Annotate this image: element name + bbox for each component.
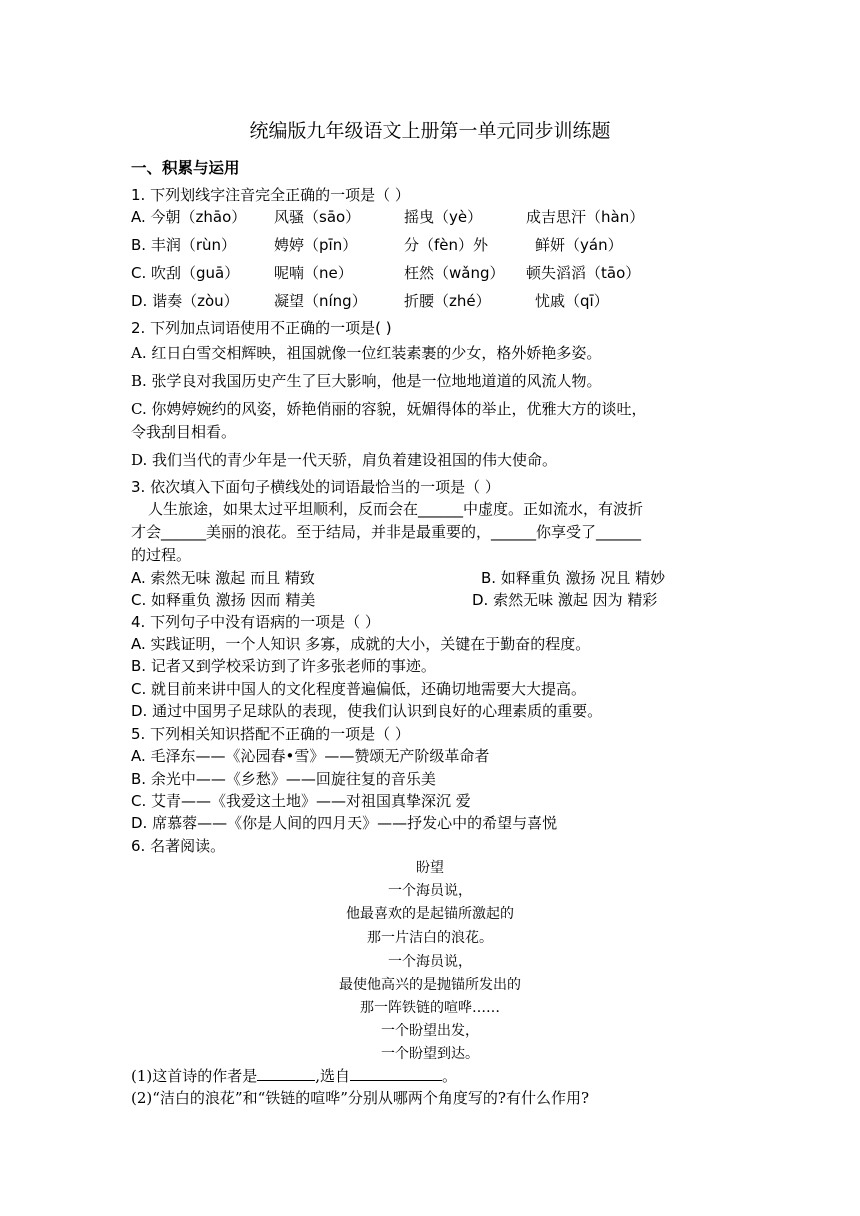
q3-passage-line1: 人生旅途，如果太过平坦顺利，反而会在______中虚度。正如流水，有波折 bbox=[148, 500, 644, 518]
poem-line: 一个海员说， bbox=[388, 883, 472, 899]
q1-option-c3: 枉然（wǎng） bbox=[404, 264, 505, 282]
poem-line: 他最喜欢的是起锚所激起的 bbox=[346, 906, 514, 922]
page-title: 统编版九年级语文上册第一单元同步训练题 bbox=[249, 120, 611, 142]
q1-option-b2: 娉婷（pīn） bbox=[274, 236, 358, 254]
q2-option-b: B. 张学良对我国历史产生了巨大影响，他是一位地地道道的风流人物。 bbox=[131, 372, 602, 390]
q1-option-d2: 凝望（níng） bbox=[274, 292, 367, 310]
poem-line: 最使他高兴的是抛锚所发出的 bbox=[339, 977, 521, 993]
poem-line: 一个盼望出发， bbox=[381, 1023, 479, 1039]
q5-option-d: D. 席慕蓉——《你是人间的四月天》——抒发心中的希望与喜悦 bbox=[131, 814, 558, 832]
q1-option-d4: 忧戚（qī） bbox=[535, 292, 609, 310]
q3-option-b: B. 如释重负 激扬 况且 精妙 bbox=[481, 569, 666, 587]
source-answer-blank[interactable] bbox=[350, 1066, 442, 1081]
q1-option-c2: 呢喃（ne） bbox=[274, 264, 353, 282]
q4-option-b: B. 记者又到学校采访到了许多张老师的事迹。 bbox=[131, 657, 436, 675]
question-4-stem: 4. 下列句子中没有语病的一项是（ ） bbox=[131, 613, 380, 631]
q5-option-a: A. 毛泽东——《沁园春•雪》——赞颂无产阶级革命者 bbox=[131, 747, 490, 765]
q1-option-a2: 风骚（sāo） bbox=[274, 208, 361, 226]
q1-option-a3: 摇曳（yè） bbox=[404, 208, 483, 226]
author-answer-blank[interactable] bbox=[257, 1066, 315, 1081]
q1-option-d3: 折腰（zhé） bbox=[404, 292, 491, 310]
q1-option-b4: 鲜妍（yán） bbox=[535, 236, 623, 254]
q1-option-b1: B. 丰润（rùn） bbox=[131, 236, 237, 254]
q2-option-c-line2: 令我刮目相看。 bbox=[131, 423, 237, 441]
section-heading: 一、积累与运用 bbox=[131, 159, 240, 177]
q1-option-b3: 分（fèn）外 bbox=[404, 236, 489, 254]
q5-option-c: C. 艾青——《我爱这土地》——对祖国真挚深沉 爱 bbox=[131, 792, 471, 810]
q3-option-a: A. 索然无味 激起 而且 精致 bbox=[131, 569, 315, 587]
q2-option-a: A. 红日白雪交相辉映，祖国就像一位红装素裹的少女，格外娇艳多姿。 bbox=[131, 344, 602, 362]
q1-option-c4: 顿失滔滔（tāo） bbox=[526, 264, 641, 282]
q1-option-c1: C. 吹刮（guā） bbox=[131, 264, 240, 282]
q6-subquestion-2: (2)“洁白的浪花”和“铁链的喧哗”分别从哪两个角度写的?有什么作用? bbox=[131, 1089, 590, 1107]
q6-sub1-text-c: 。 bbox=[442, 1067, 458, 1085]
q1-option-a1: A. 今朝（zhāo） bbox=[131, 208, 247, 226]
q6-subquestion-1 bbox=[131, 1066, 457, 1086]
question-2-stem: 2. 下列加点词语使用不正确的一项是( ) bbox=[131, 319, 392, 337]
q4-option-d: D. 通过中国男子足球队的表现，使我们认识到良好的心理素质的重要。 bbox=[131, 702, 603, 720]
q6-sub1-text-a: (1)这首诗的作者是 bbox=[131, 1067, 258, 1085]
question-5-stem: 5. 下列相关知识搭配不正确的一项是（ ） bbox=[131, 725, 410, 743]
q3-option-d: D. 索然无味 激起 因为 精彩 bbox=[472, 591, 658, 609]
poem-line: 那一阵铁链的喧哗…… bbox=[360, 1000, 500, 1016]
question-6-stem: 6. 名著阅读。 bbox=[131, 837, 226, 855]
q3-passage-line3: 的过程。 bbox=[131, 546, 192, 564]
q1-option-a4: 成吉思汗（hàn） bbox=[526, 208, 645, 226]
q6-sub1-text-b: ,选自 bbox=[315, 1067, 351, 1085]
q4-option-c: C. 就目前来讲中国人的文化程度普遍偏低，还确切地需要大大提高。 bbox=[131, 680, 587, 698]
poem-line: 一个海员说， bbox=[388, 954, 472, 970]
question-1-stem: 1. 下列划线字注音完全正确的一项是（ ） bbox=[131, 186, 410, 204]
poem-line: 那一片洁白的浪花。 bbox=[367, 930, 493, 946]
q2-option-c-line1: C. 你娉婷婉约的风姿，娇艳俏丽的容貌，妩媚得体的举止，优雅大方的谈吐， bbox=[131, 400, 647, 418]
q4-option-a: A. 实践证明，一个人知识 多寡，成就的大小，关键在于勤奋的程度。 bbox=[131, 635, 591, 653]
question-3-stem: 3. 依次填入下面句子横线处的词语最恰当的一项是（ ） bbox=[131, 478, 500, 496]
q1-option-d1: D. 谐奏（zòu） bbox=[131, 292, 239, 310]
poem-line: 一个盼望到达。 bbox=[381, 1046, 479, 1062]
q5-option-b: B. 余光中——《乡愁》——回旋往复的音乐美 bbox=[131, 770, 436, 788]
poem-title: 盼望 bbox=[416, 860, 444, 876]
q3-option-c: C. 如释重负 激扬 因而 精美 bbox=[131, 591, 316, 609]
q3-passage-line2: 才会______美丽的浪花。至于结局，并非是最重要的，______你享受了______ bbox=[131, 523, 642, 541]
q2-option-d: D. 我们当代的青少年是一代天骄，肩负着建设祖国的伟大使命。 bbox=[131, 451, 558, 469]
